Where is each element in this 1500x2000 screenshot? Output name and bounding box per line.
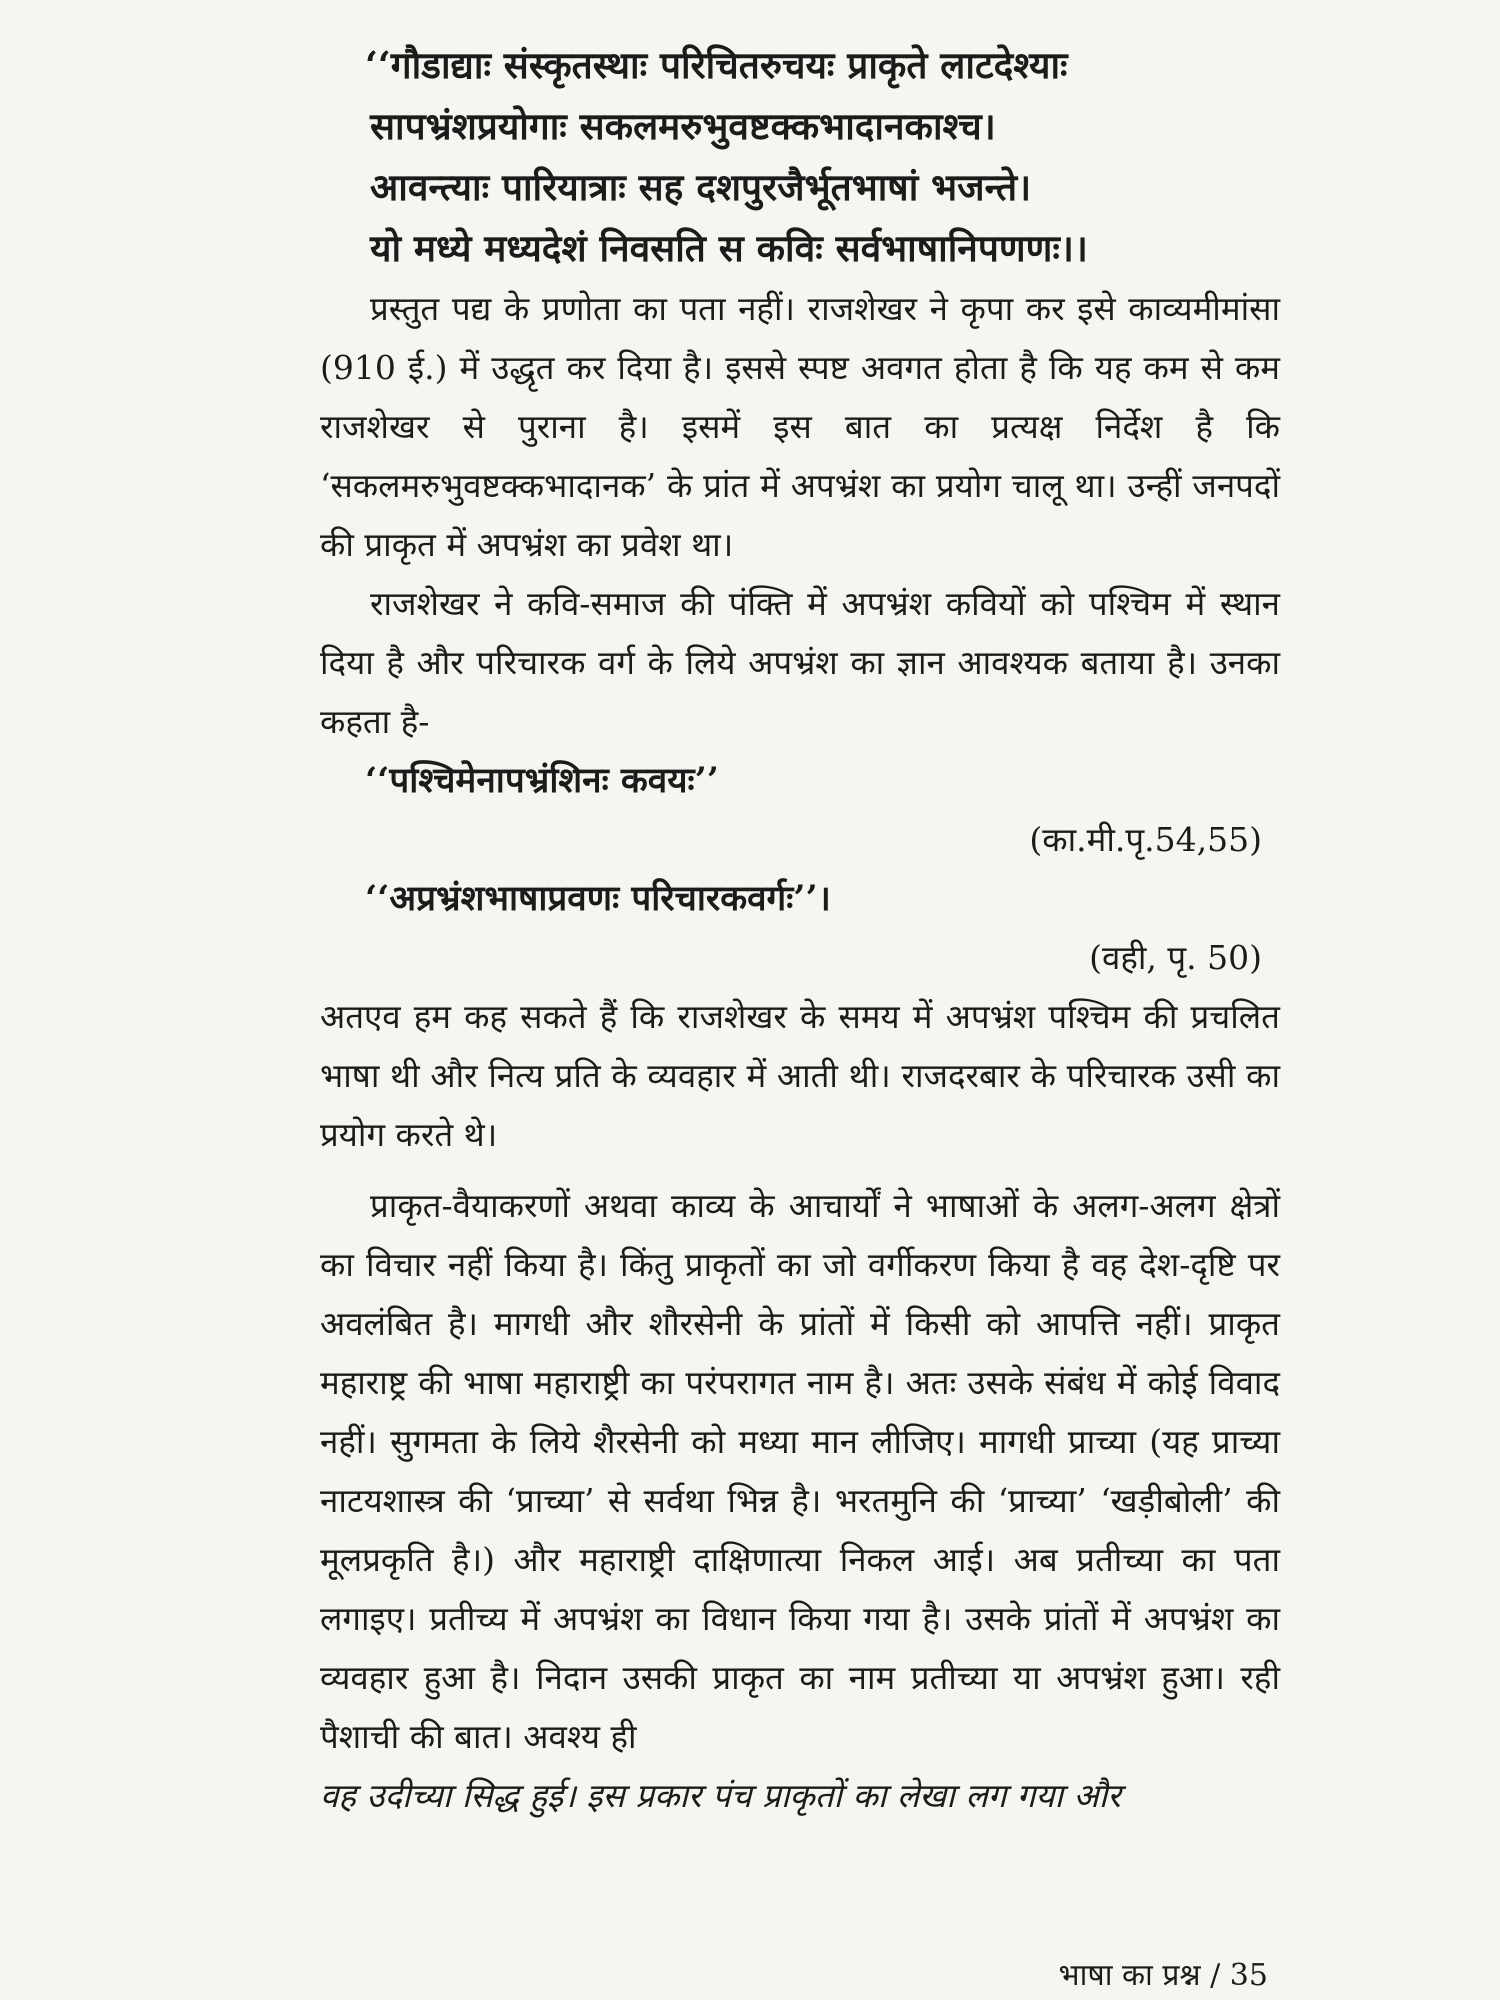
citation-2: (वही, पृ. 50) (1089, 938, 1262, 977)
quote-1: ‘‘पश्चिमेनापभ्रंशिनः कवयः’’ (365, 760, 719, 801)
verse-line-4: यो मध्ये मध्यदेशं निवसति स कविः सर्वभाषानिपणणः।। (370, 226, 1088, 270)
paragraph-4-last-line: वह उदीच्या सिद्ध हुई। इस प्रकार पंच प्राकृतों का लेखा लग गया और (320, 1776, 1121, 1815)
page-footer: भाषा का प्रश्न / 35 (1058, 1958, 1268, 1993)
paragraph-4: प्राकृत-वैयाकरणों अथवा काव्य के आचार्यों ने भाषाओं के अलग-अलग क्षेत्रों का विचार नहीं किया है। किंतु प्राकृतों का जो वर्गीकरण किया है वह देश-दृष्टि पर अवलंबित है। मागधी और शौरसेनी के प्रांतों में किसी को आपत्ति नहीं। प्राकृत महाराष्ट्र की भाषा महाराष्ट्री का परंपरागत नाम है। अतः उसके संबंध में कोई विवाद नहीं। सुगमता के लिये शैरसेनी को मध्या मान लीजिए। मागधी प्राच्या (यह प्राच्या नाटयशास्त्र की ‘प्राच्या’ से सर्वथा भिन्न है। भरतमुनि की ‘प्राच्या’ ‘खड़ीबोली’ की मूलप्रकृति है।) और महाराष्ट्री दाक्षिणात्या निकल आई। अब प्रतीच्या का पता लगाइए। प्रतीच्य में अपभ्रंश का विधान किया गया है। उसके प्रांतों में अपभ्रंश का व्यवहार हुआ है। निदान उसकी प्राकृत का नाम प्रतीच्या या अपभ्रंश हुआ। रही पैशाची की बात। अवश्य ही (320, 1186, 1280, 1756)
verse-line-2: सापभ्रंशप्रयोगाः सकलमरुभुवष्टक्कभादानकाश्च। (370, 104, 996, 148)
paragraph-3: अतएव हम कह सकते हैं कि राजशेखर के समय में अपभ्रंश पश्चिम की प्रचलित भाषा थी और नित्य प्रति के व्यवहार में आती थी। राजदरबार के परिचारक उसी का प्रयोग करते थे। (320, 997, 1280, 1154)
citation-1: (का.मी.पृ.54,55) (1029, 820, 1262, 859)
verse-line-1: ‘‘गौडाद्याः संस्कृतस्थाः परिचितरुचयः प्राकृते लाटदेश्याः (365, 43, 1068, 87)
verse-line-3: आवन्त्याः पारियात्राः सह दशपुरजैर्भूतभाषां भजन्ते। (370, 165, 1032, 209)
paragraph-1: प्रस्तुत पद्य के प्रणोता का पता नहीं। राजशेखर ने कृपा कर इसे काव्यमीमांसा (910 ई.) में उद्धृत कर दिया है। इससे स्पष्ट अवगत होता है कि यह कम से कम राजशेखर से पुराना है। इसमें इस बात का प्रत्यक्ष निर्देश है कि ‘सकलमरुभुवष्टक्कभादानक’ के प्रांत में अपभ्रंश का प्रयोग चालू था। उन्हीं जनपदों की प्राकृत में अपभ्रंश का प्रवेश था। (320, 289, 1280, 564)
quote-2: ‘‘अप्रभ्रंशभाषाप्रवणः परिचारकवर्गः’’। (365, 878, 831, 919)
page-body (320, 35, 1280, 1825)
paragraph-2: राजशेखर ने कवि-समाज की पंक्ति में अपभ्रंश कवियों को पश्चिम में स्थान दिया है और परिचारक वर्ग के लिये अपभ्रंश का ज्ञान आवश्यक बताया है। उनका कहता है- (320, 584, 1280, 741)
